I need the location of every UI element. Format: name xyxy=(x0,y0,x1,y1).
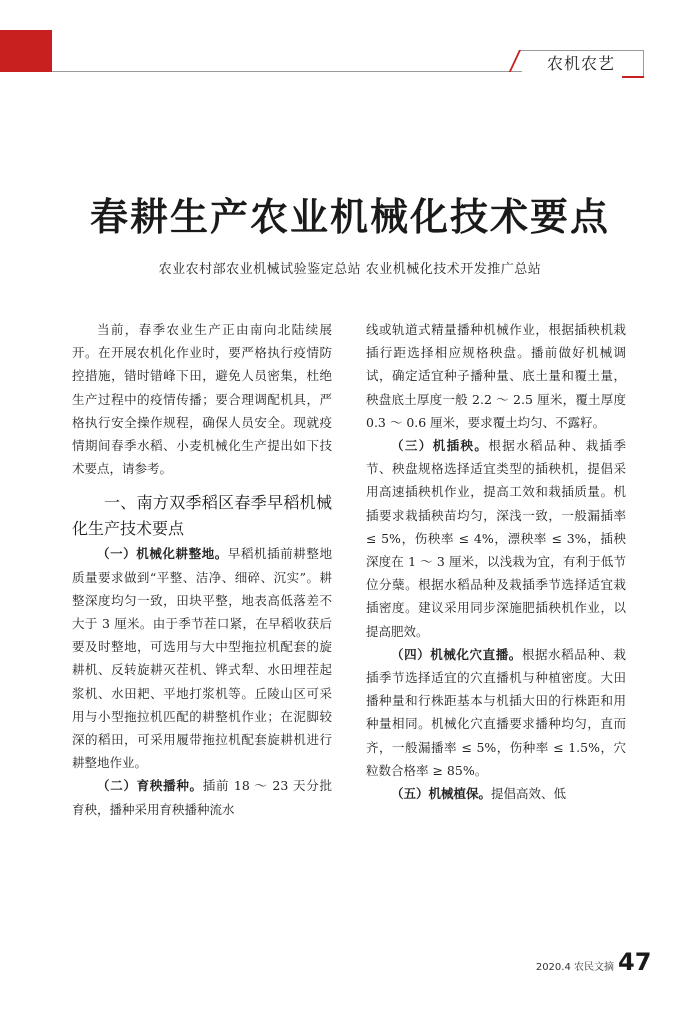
subheading-transplanting: （三）机插秧。 xyxy=(391,438,489,454)
subheading-seedling: （二）育秧播种。 xyxy=(97,778,203,794)
paragraph-continued: 线或轨道式精量播种机械作业，根据插秧机栽插行距选择相应规格秧盘。播前做好机械调试，确定适宜种子播种量、底土量和覆土量，秧盘底土厚度一般 2.2 ～ 2.5 厘米，覆土厚度 0.3 ～ 0.6 厘米，要求覆土均匀、不露籽。 xyxy=(366,322,626,430)
subheading-plant-protection: （五）机械植保。 xyxy=(391,786,492,802)
paragraph-seedling-text: 插前 18 ～ 23 天分批育秧，播种采用育秧播种流水 xyxy=(72,778,332,817)
header-rule xyxy=(52,71,522,72)
paragraph-direct-seeding-text: 根据水稻品种、栽插季节选择适宜的穴直播机与种植密度。大田播种量和行株距基本与机插大田的行株距和用种量相同。机械化穴直播要求播种均匀，直而齐，一般漏播率 ≤ 5%，伤种率 ≤ 1.5%，穴粒数合格率 ≥ 85%。 xyxy=(366,646,626,778)
paragraph-transplanting-text: 根据水稻品种、栽插季节、秧盘规格选择适宜类型的插秧机，提倡采用高速插秧机作业，提高工效和栽插质量。机插要求栽插秧苗均匀，深浅一致，一般漏插率 ≤ 5%，伤秧率 ≤ 4%，漂秧率 ≤ 3%，插秧深度在 1 ～ 3 厘米，以浅栽为宜，有利于低节位分蘖。根据水稻品种及栽插季节选择适宜栽插密度。建议采用同步深施肥插秧机作业，以提高肥效。 xyxy=(366,438,626,639)
right-column xyxy=(366,318,626,805)
paragraph-tillage-text: 早稻机插前耕整地质量要求做到“平整、洁净、细碎、沉实”。耕整深度均匀一致，田块平整，地表高低落差不大于 3 厘米。由于季节茬口紧，在早稻收获后要及时整地，可选用与大中型拖拉机配套的旋耕机、反转旋耕灭茬机、铧式犁、水田埋茬起浆机、水田耙、平地打浆机等。丘陵山区可采用与小型拖拉机匹配的耕整机作业；在泥脚较深的稻田，可采用履带拖拉机配套旋耕机进行耕整地作业。 xyxy=(72,546,332,771)
paragraph-transplanting xyxy=(366,434,626,643)
section-tag: 农机农艺 xyxy=(519,50,644,76)
paragraph-seedling xyxy=(72,774,332,820)
subheading-tillage: （一）机械化耕整地。 xyxy=(97,546,228,562)
footer-issue: 2020.4 农民文摘 xyxy=(535,962,614,973)
article-title: 春耕生产农业机械化技术要点 xyxy=(89,195,610,239)
section-tag-accent-end xyxy=(622,64,644,78)
paragraph-direct-seeding xyxy=(366,643,626,782)
intro-paragraph: 当前，春季农业生产正由南向北陆续展开。在开展农机化作业时，要严格执行疫情防控措施，错时错峰下田，避免人员密集，杜绝生产过程中的疫情传播；要合理调配机具，严格执行安全操作规程，确保人员安全。现就疫情期间春季水稻、小麦机械化生产提出如下技术要点，请参考。 xyxy=(72,322,332,477)
header-red-block xyxy=(0,30,52,72)
section-heading: 一、南方双季稻区春季早稻机械化生产技术要点 xyxy=(72,493,332,539)
page-number: 47 xyxy=(618,948,652,976)
paragraph-plant-protection-text: 提倡高效、低 xyxy=(491,786,567,802)
paragraph-plant-protection xyxy=(366,782,626,805)
left-column xyxy=(72,318,332,821)
paragraph-tillage xyxy=(72,542,332,774)
article-authors: 农业农村部农业机械试验鉴定总站 农业机械化技术开发推广总站 xyxy=(158,262,542,277)
subheading-direct-seeding: （四）机械化穴直播。 xyxy=(391,646,522,662)
